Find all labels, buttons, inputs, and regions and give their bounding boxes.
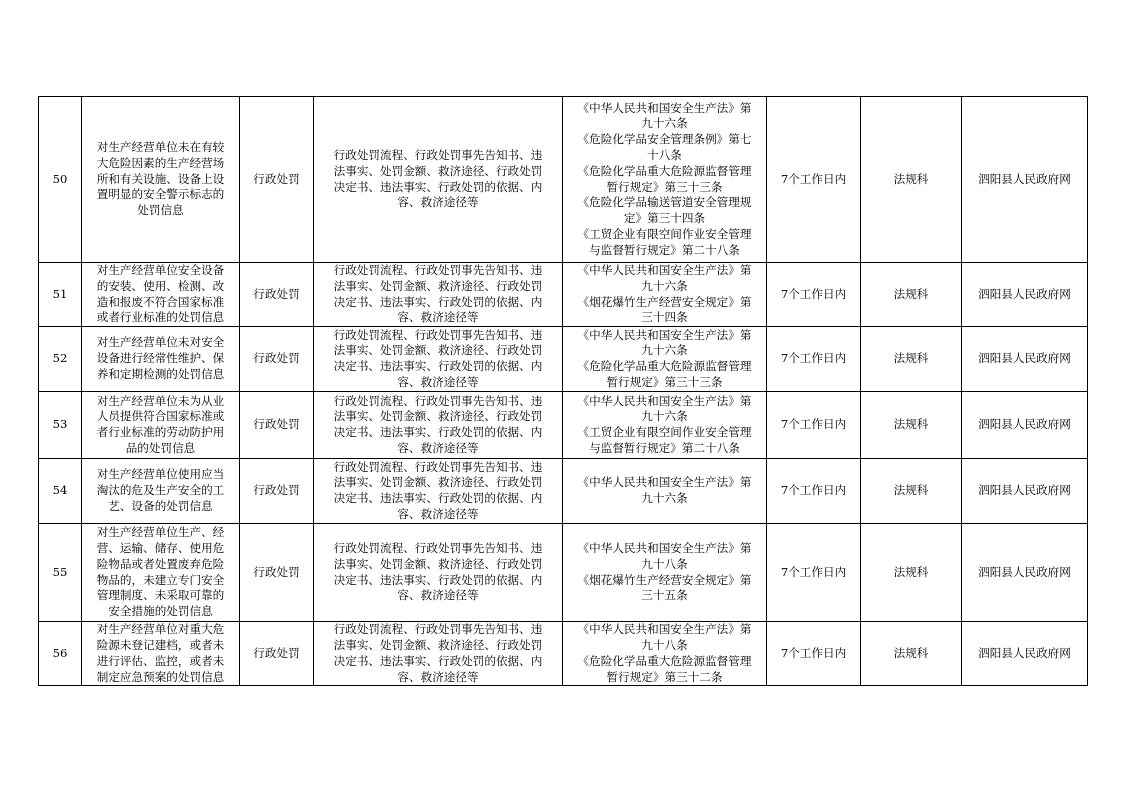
cell-text-line: 险物品或者处置废弃危险 [96,556,225,571]
item-name-cell [82,327,240,392]
cell-text-line: 暂行规定》第三十二条 [606,669,723,684]
category-cell: 行政处罚 [240,524,314,622]
cell-text-line: 决定书、违法事实、行政处罚的依据、内 [333,653,543,668]
row-number: 50 [39,97,82,263]
cell-text-line: 法事实、处罚金额、救济途径、行政处罚 [333,343,543,358]
row-number: 51 [39,263,82,327]
cell-text-line: 所和有关设施、设备上设 [96,171,225,186]
category-cell: 行政处罚 [240,97,314,263]
cell-text-line: 法事实、处罚金额、救济途径、行政处罚 [333,637,543,652]
disclosure-content-cell [314,97,563,263]
item-name-cell [82,392,240,459]
cell-text-line: 者行业标准的劳动防护用 [96,425,225,440]
cell-text-line: 决定书、违法事实、行政处罚的依据、内 [333,425,543,440]
cell-text-line: 三十四条 [641,310,688,325]
cell-text-line: 《中华人民共和国安全生产法》第 [577,263,752,277]
cell-text-line: 《中华人民共和国安全生产法》第 [577,100,752,115]
cell-text-line: 《工贸企业有限空间作业安全管理 [577,425,752,440]
cell-text-line: 管理制度、未采取可靠的 [96,588,225,603]
cell-text-line: 九十六条 [641,409,688,424]
cell-text-line: 决定书、违法事实、行政处罚的依据、内 [333,359,543,374]
item-name-cell [82,263,240,327]
cell-text-line: 《烟花爆竹生产经营安全规定》第 [577,294,752,309]
cell-text-line: 容、救济途径等 [397,669,479,684]
channel-cell: 泗阳县人民政府网 [962,392,1088,459]
row-number: 55 [39,524,82,622]
cell-text-line: 对生产经营单位使用应当 [96,467,225,482]
disclosure-content-cell [314,327,563,392]
cell-text-line: 《工贸企业有限空间作业安全管理 [577,226,752,241]
cell-text-line: 决定书、违法事实、行政处罚的依据、内 [333,179,543,194]
cell-text-line: 置明显的安全警示标志的 [96,187,225,202]
channel-cell: 泗阳县人民政府网 [962,97,1088,263]
cell-text-line: 法事实、处罚金额、救济途径、行政处罚 [333,409,543,424]
time-limit-cell: 7个工作日内 [767,263,861,327]
table-row [39,392,1088,459]
time-limit-cell: 7个工作日内 [767,97,861,263]
department-cell: 法规科 [861,327,962,392]
cell-text-line: 容、救济途径等 [397,195,479,210]
time-limit-cell: 7个工作日内 [767,524,861,622]
channel-cell: 泗阳县人民政府网 [962,459,1088,524]
cell-text-line: 对生产经营单位未为从业 [96,393,225,408]
cell-text-line: 九十八条 [641,556,688,571]
cell-text-line: 行政处罚流程、行政处罚事先告知书、违 [333,622,543,637]
cell-text-line: 容、救济途径等 [397,310,479,325]
cell-text-line: 安全措施的处罚信息 [108,604,213,619]
department-cell: 法规科 [861,263,962,327]
cell-text-line: 与监督暂行规定》第二十八条 [589,440,740,455]
category-cell: 行政处罚 [240,392,314,459]
department-cell: 法规科 [861,392,962,459]
cell-text-line: 法事实、处罚金额、救济途径、行政处罚 [333,278,543,293]
channel-cell: 泗阳县人民政府网 [962,524,1088,622]
legal-basis-cell [563,263,767,327]
cell-text-line: 物品的，未建立专门安全 [96,572,225,587]
item-name-cell [82,97,240,263]
cell-text-line: 对生产经营单位未对安全 [96,335,225,350]
table-row [39,622,1088,686]
channel-cell: 泗阳县人民政府网 [962,263,1088,327]
disclosure-table [38,96,1088,686]
cell-text-line: 《危险化学品重大危险源监督管理 [577,653,752,668]
category-cell: 行政处罚 [240,263,314,327]
cell-text-line: 容、救济途径等 [397,588,479,603]
cell-text-line: 养和定期检测的处罚信息 [96,367,225,382]
cell-text-line: 行政处罚流程、行政处罚事先告知书、违 [333,393,543,408]
row-number: 56 [39,622,82,686]
department-cell: 法规科 [861,97,962,263]
cell-text-line: 人员提供符合国家标准或 [96,409,225,424]
table-row [39,327,1088,392]
cell-text-line: 品的处罚信息 [125,440,196,455]
cell-text-line: 《危险化学品输送管道安全管理规 [577,195,752,210]
cell-text-line: 《中华人民共和国安全生产法》第 [577,622,752,637]
cell-text-line: 《烟花爆竹生产经营安全规定》第 [577,572,752,587]
cell-text-line: 三十五条 [641,588,688,603]
category-cell: 行政处罚 [240,327,314,392]
table-row [39,263,1088,327]
item-name-cell [82,622,240,686]
cell-text-line: 大危险因素的生产经营场 [96,155,225,170]
cell-text-line: 对生产经营单位对重大危 [96,622,225,637]
cell-text-line: 决定书、违法事实、行政处罚的依据、内 [333,572,543,587]
cell-text-line: 法事实、处罚金额、救济途径、行政处罚 [333,556,543,571]
cell-text-line: 与监督暂行规定》第二十八条 [589,242,740,257]
cell-text-line: 的安装、使用、检测、改 [96,278,225,293]
cell-text-line: 容、救济途径等 [397,506,479,521]
channel-cell: 泗阳县人民政府网 [962,327,1088,392]
cell-text-line: 容、救济途径等 [397,374,479,389]
cell-text-line: 《危险化学品安全管理条例》第七 [577,132,752,147]
cell-text-line: 法事实、处罚金额、救济途径、行政处罚 [333,163,543,178]
cell-text-line: 《中华人民共和国安全生产法》第 [577,327,752,342]
legal-basis-cell [563,459,767,524]
cell-text-line: 行政处罚流程、行政处罚事先告知书、违 [333,147,543,162]
legal-basis-cell [563,392,767,459]
cell-text-line: 营、运输、储存、使用危 [96,541,225,556]
cell-text-line: 九十六条 [641,116,688,131]
cell-text-line: 设备进行经常性维护、保 [96,351,225,366]
department-cell: 法规科 [861,524,962,622]
row-number: 53 [39,392,82,459]
department-cell: 法规科 [861,622,962,686]
cell-text-line: 九十六条 [641,491,688,506]
cell-text-line: 对生产经营单位生产、经 [96,525,225,540]
disclosure-content-cell [314,524,563,622]
legal-basis-cell [563,622,767,686]
legal-basis-cell [563,97,767,263]
cell-text-line: 进行评估、监控，或者未 [96,653,225,668]
item-name-cell [82,524,240,622]
cell-text-line: 暂行规定》第三十三条 [606,374,723,389]
cell-text-line: 处罚信息 [137,203,184,218]
time-limit-cell: 7个工作日内 [767,327,861,392]
cell-text-line: 艺、设备的处罚信息 [108,499,213,514]
cell-text-line: 行政处罚流程、行政处罚事先告知书、违 [333,263,543,277]
cell-text-line: 法事实、处罚金额、救济途径、行政处罚 [333,475,543,490]
category-cell: 行政处罚 [240,622,314,686]
cell-text-line: 决定书、违法事实、行政处罚的依据、内 [333,294,543,309]
cell-text-line: 对生产经营单位未在有较 [96,140,225,154]
cell-text-line: 暂行规定》第三十三条 [606,179,723,194]
cell-text-line: 制定应急预案的处罚信息 [96,669,225,684]
cell-text-line: 《中华人民共和国安全生产法》第 [577,475,752,490]
item-name-cell [82,459,240,524]
cell-text-line: 《中华人民共和国安全生产法》第 [577,393,752,408]
department-cell: 法规科 [861,459,962,524]
table-row [39,97,1088,263]
legal-basis-cell [563,524,767,622]
channel-cell: 泗阳县人民政府网 [962,622,1088,686]
cell-text-line: 《危险化学品重大危险源监督管理 [577,163,752,178]
cell-text-line: 险源未登记建档，或者未 [96,637,225,652]
row-number: 52 [39,327,82,392]
table-body [39,97,1088,686]
time-limit-cell: 7个工作日内 [767,622,861,686]
cell-text-line: 定》第三十四条 [623,211,706,226]
category-cell: 行政处罚 [240,459,314,524]
cell-text-line: 行政处罚流程、行政处罚事先告知书、违 [333,327,543,342]
cell-text-line: 或者行业标准的处罚信息 [96,310,225,325]
cell-text-line: 对生产经营单位安全设备 [96,263,225,277]
table-row [39,459,1088,524]
cell-text-line: 容、救济途径等 [397,440,479,455]
cell-text-line: 《危险化学品重大危险源监督管理 [577,359,752,374]
cell-text-line: 行政处罚流程、行政处罚事先告知书、违 [333,541,543,556]
time-limit-cell: 7个工作日内 [767,392,861,459]
disclosure-content-cell [314,459,563,524]
cell-text-line: 《中华人民共和国安全生产法》第 [577,541,752,556]
cell-text-line: 九十六条 [641,278,688,293]
cell-text-line: 行政处罚流程、行政处罚事先告知书、违 [333,459,543,474]
disclosure-content-cell [314,263,563,327]
cell-text-line: 九十八条 [641,637,688,652]
row-number: 54 [39,459,82,524]
cell-text-line: 十八条 [647,147,682,162]
time-limit-cell: 7个工作日内 [767,459,861,524]
cell-text-line: 淘汰的危及生产安全的工 [96,483,225,498]
legal-basis-cell [563,327,767,392]
disclosure-content-cell [314,622,563,686]
table-row [39,524,1088,622]
cell-text-line: 决定书、违法事实、行政处罚的依据、内 [333,491,543,506]
disclosure-content-cell [314,392,563,459]
cell-text-line: 九十六条 [641,343,688,358]
cell-text-line: 造和报废不符合国家标准 [96,294,225,309]
